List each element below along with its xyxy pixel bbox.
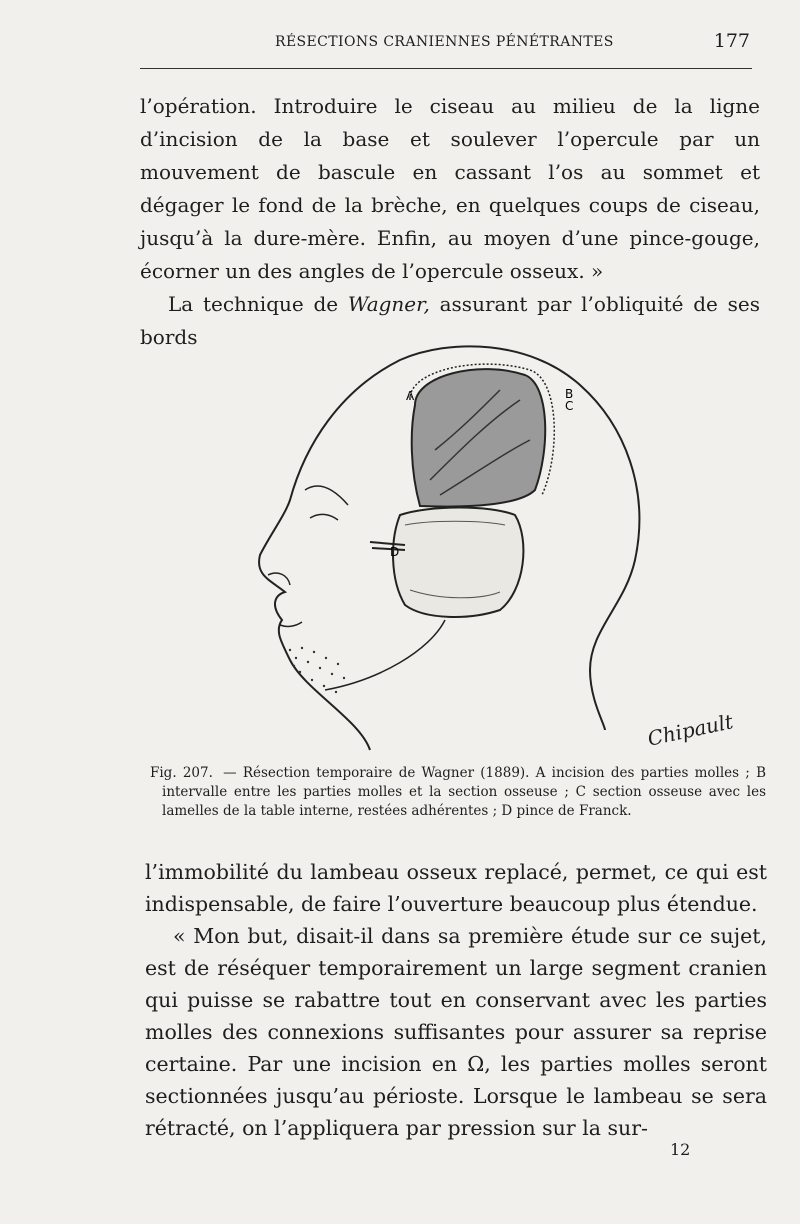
label-b: B [565,387,574,401]
figure-number: Fig. 207. [150,765,213,781]
label-d: D [390,545,400,559]
caption-text: — Résection temporaire de Wagner (1889). A incision des parties molles ; B intervalle entre les parties molles et la section osseuse ; C section osseuse avec les lamelles de la table interne, restées adhérentes ; D pince de Franck. [162,765,766,819]
jaw-line [325,620,445,690]
head-diagram [230,330,660,770]
sheet-number: 12 [670,1140,691,1159]
artist-signature: Chipault [645,709,736,751]
page-number: 177 [713,30,750,52]
paragraph-3: l’immobilité du lambeau osseux replacé, permet, ce qui est indispensable, de faire l’ouverture beaucoup plus étendue. [145,860,767,916]
label-a: A [406,389,415,403]
label-c: C [565,399,574,413]
header-rule [140,68,752,69]
paragraph-4: « Mon but, disait-il dans sa première étude sur ce sujet, est de réséquer temporairement un large segment cranien qui puisse se rabattre tout en conservant avec les parties molles des connexions suffisantes pour assurer sa reprise certaine. Par une incision en Ω, les parties molles seront sectionnées jusqu’au périoste. Lorsque le lambeau se sera rétracté, on l’appliquera par pression sur la sur- [145,924,767,1140]
mouth [280,622,302,626]
eye [310,514,338,520]
page-header [140,30,758,56]
eyebrow [305,486,348,505]
figure-caption [150,764,766,821]
paragraph-2-start: La technique de [168,292,348,316]
paragraph-1: l’opération. Introduire le ciseau au milieu de la ligne d’incision de la base et soulever l’opercule par un mouvement de bascule en cassant l’os au sommet et dégager le fond de la brèche, en quelques coups de ciseau, jusqu’à la dure-mère. Enfin, au moyen d’une pince-gouge, écorner un des angles de l’opercule osseux. » [140,94,760,283]
author-name: Wagner, [347,292,430,316]
top-text-block [140,90,760,354]
bone-flap [412,369,546,506]
bottom-text-block [145,856,767,1144]
nostril [268,573,290,585]
figure-illustration [230,330,660,770]
paragraph-2-end: assurant par l’obliquité de ses bords [140,292,761,349]
running-title: RÉSECTIONS CRANIENNES PÉNÉTRANTES [275,34,614,50]
